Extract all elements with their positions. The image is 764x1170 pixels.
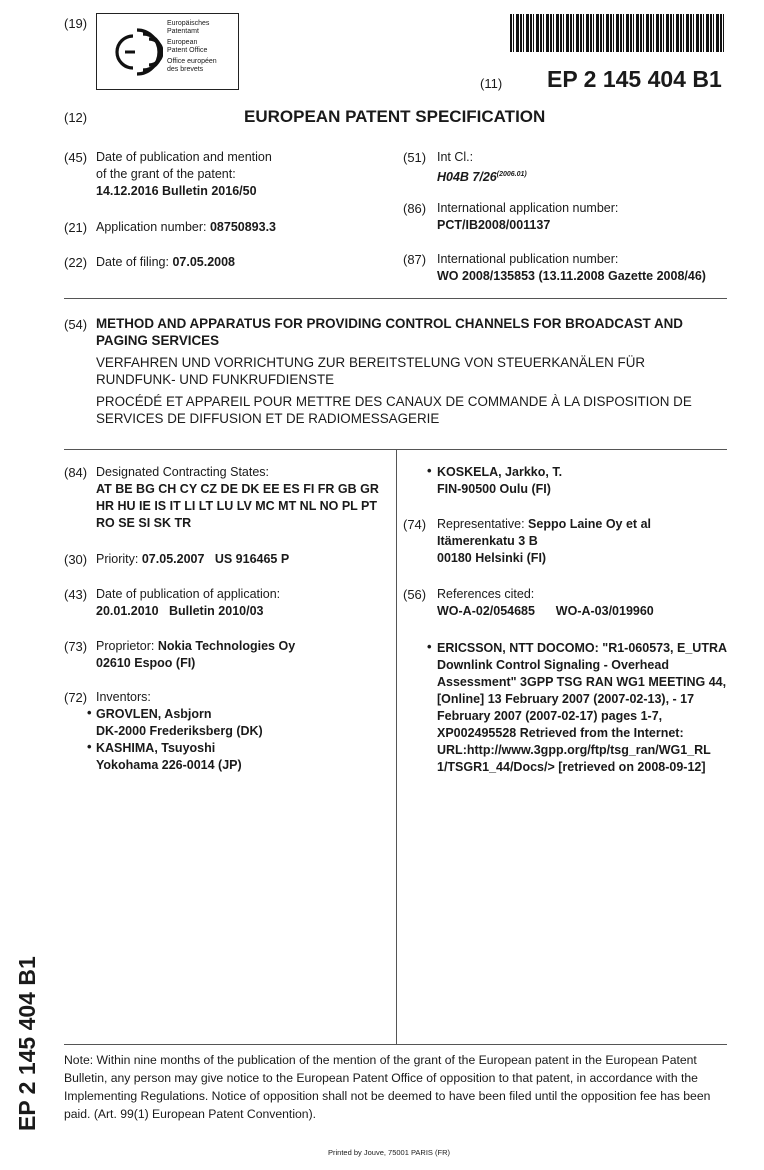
npl-reference-line-4: [Online] 13 February 2007 (2007-02-13), - 17 (437, 692, 695, 706)
references-block (437, 586, 654, 620)
title-fr-line-2: SERVICES DE DIFFUSION ET DE RADIOMESSAGERIE (96, 411, 440, 426)
inventor-3-name: KOSKELA, Jarkko, T. (437, 465, 563, 479)
inventor-3-address: FIN-90500 Oulu (FI) (437, 482, 551, 496)
note-line-2: Bulletin, any person may give notice to the European Patent Office of opposition to that patent, in accordance with the (64, 1071, 698, 1085)
inventor-2-name: KASHIMA, Tsuyoshi (96, 741, 216, 755)
epo-logo (96, 13, 239, 90)
application-number-value: 08750893.3 (209, 220, 277, 234)
divider-bottom (64, 1044, 727, 1045)
note-line-3: Implementing Regulations. Notice of opposition shall not be deemed to have been filed until the opposition fee has been (64, 1089, 711, 1103)
code-12: (12) (64, 110, 88, 125)
proprietor-address: 02610 Espoo (FI) (96, 656, 196, 670)
office-name-fr-1: Office européen (167, 58, 217, 65)
code-73: (73) (64, 639, 88, 654)
intl-publication-value: WO 2008/135853 (13.11.2008 Gazette 2008/46) (437, 269, 706, 283)
states-block (96, 464, 379, 532)
code-86: (86) (403, 201, 427, 216)
title-de-line-2: RUNDFUNK- UND FUNKRUFDIENSTE (96, 372, 335, 387)
inventor-bullet-1: • (87, 705, 92, 720)
inventor-2-address: Yokohama 226-0014 (JP) (96, 758, 242, 772)
application-publication-label: Date of publication of application: (96, 587, 281, 601)
title-de-line-1: VERFAHREN UND VORRICHTUNG ZUR BEREITSTELUNG VON STEUERKANÄLEN FÜR (96, 355, 646, 370)
inventor-3 (437, 464, 562, 498)
priority-label: Priority: (96, 552, 139, 566)
code-30: (30) (64, 552, 88, 567)
note-line-1: Note: Within nine months of the publication of the mention of the grant of the European patent in the European Patent (64, 1053, 697, 1067)
application-number-label: Application number: (96, 220, 207, 234)
title-en-line-1: METHOD AND APPARATUS FOR PROVIDING CONTROL CHANNELS FOR BROADCAST AND (96, 316, 683, 331)
code-72: (72) (64, 690, 88, 705)
inventor-bullet-3: • (427, 463, 432, 478)
representative-label: Representative: (437, 517, 525, 531)
intl-application-block (437, 200, 618, 234)
states-label: Designated Contracting States: (96, 465, 270, 479)
filing-date-value: 07.05.2008 (172, 255, 236, 269)
npl-reference-line-8: 1/TSGR1_44/Docs/> [retrieved on 2008-09-12] (437, 760, 706, 774)
intl-application-value: PCT/IB2008/001137 (437, 218, 551, 232)
office-name-de-1: Europäisches (167, 20, 210, 27)
int-cl-value: H04B 7/26 (437, 170, 497, 185)
side-publication-number: EP 2 145 404 B1 (14, 956, 40, 1131)
document-title: EUROPEAN PATENT SPECIFICATION (244, 107, 546, 126)
application-number-row (96, 219, 276, 236)
states-line-2: HR HU IE IS IT LI LT LU LV MC MT NL NO PL PT (96, 499, 378, 513)
note-line-4: paid. (Art. 99(1) European Patent Convention). (64, 1107, 317, 1121)
npl-reference-line-3: Assessment" 3GPP TSG RAN WG1 MEETING 44, (437, 675, 727, 689)
references-label: References cited: (437, 587, 535, 601)
code-84: (84) (64, 465, 88, 480)
npl-reference-line-2: Downlink Control Signaling - Overhead (437, 658, 669, 672)
printer-footer: Printed by Jouve, 75001 PARIS (FR) (328, 1148, 450, 1157)
code-19: (19) (64, 16, 88, 31)
filing-date-row (96, 254, 235, 271)
code-21: (21) (64, 220, 88, 235)
publication-number: EP 2 145 404 B1 (547, 66, 722, 92)
states-line-1: AT BE BG CH CY CZ DE DK EE ES FI FR GB GR (96, 482, 379, 496)
representative-name: Seppo Laine Oy et al (528, 517, 651, 531)
application-publication-block (96, 586, 280, 620)
application-publication-value: 20.01.2010 Bulletin 2010/03 (96, 604, 264, 618)
proprietor-label: Proprietor: (96, 639, 155, 653)
patent-references: WO-A-02/054685 WO-A-03/019960 (437, 604, 654, 618)
office-name-de-2: Patentamt (167, 28, 199, 35)
proprietor-name: Nokia Technologies Oy (157, 639, 296, 653)
npl-reference (437, 640, 727, 776)
inventor-1-address: DK-2000 Frederiksberg (DK) (96, 724, 263, 738)
code-87: (87) (403, 252, 427, 267)
grant-date-block (96, 149, 272, 200)
epo-emblem-icon (103, 22, 163, 82)
column-divider (396, 450, 397, 1044)
grant-date-label-2: of the grant of the patent: (96, 167, 236, 181)
office-name-fr-2: des brevets (167, 66, 204, 73)
reference-bullet: • (427, 639, 432, 654)
intl-application-label: International application number: (437, 201, 619, 215)
opposition-note (64, 1051, 732, 1123)
int-cl-version: (2006.01) (496, 171, 527, 178)
code-45: (45) (64, 150, 88, 165)
inventor-1-name: GROVLEN, Asbjorn (96, 707, 212, 721)
title-en-line-2: PAGING SERVICES (96, 333, 220, 348)
intl-publication-block (437, 251, 706, 285)
npl-reference-line-1: ERICSSON, NTT DOCOMO: "R1-060573, E_UTRA (437, 641, 728, 655)
divider-top (64, 298, 727, 299)
code-56: (56) (403, 587, 427, 602)
code-11: (11) (480, 76, 503, 91)
title-fr-line-1: PROCÉDÉ ET APPAREIL POUR METTRE DES CANAUX DE COMMANDE À LA DISPOSITION DE (96, 394, 692, 409)
inventor-bullet-2: • (87, 739, 92, 754)
code-22: (22) (64, 255, 88, 270)
npl-reference-line-7: URL:http://www.3gpp.org/ftp/tsg_ran/WG1_RL (437, 743, 711, 757)
npl-reference-line-6: XP002495528 Retrieved from the Internet: (437, 726, 684, 740)
title-block (96, 315, 692, 427)
grant-date-label-1: Date of publication and mention (96, 150, 272, 164)
code-74: (74) (403, 517, 427, 532)
proprietor-block (96, 638, 295, 672)
inventor-1 (96, 706, 263, 740)
office-names (167, 20, 237, 74)
intl-publication-label: International publication number: (437, 252, 619, 266)
office-name-en-1: European (167, 39, 198, 46)
representative-street: Itämerenkatu 3 B (437, 534, 538, 548)
barcode (510, 14, 726, 52)
code-54: (54) (64, 317, 88, 332)
representative-block (437, 516, 651, 567)
int-cl-label: Int Cl.: (437, 150, 474, 164)
office-name-en-2: Patent Office (167, 47, 208, 54)
inventors-label: Inventors: (96, 690, 151, 704)
priority-value: 07.05.2007 US 916465 P (141, 552, 290, 566)
code-51: (51) (403, 150, 427, 165)
code-43: (43) (64, 587, 88, 602)
npl-reference-line-5: February 2007 (2007-02-17) pages 1-7, (437, 709, 663, 723)
filing-date-label: Date of filing: (96, 255, 169, 269)
states-line-3: RO SE SI SK TR (96, 516, 192, 530)
grant-date-value: 14.12.2016 Bulletin 2016/50 (96, 184, 257, 198)
priority-row (96, 551, 289, 568)
int-cl-block (437, 149, 527, 186)
inventor-2 (96, 740, 242, 774)
representative-city: 00180 Helsinki (FI) (437, 551, 547, 565)
